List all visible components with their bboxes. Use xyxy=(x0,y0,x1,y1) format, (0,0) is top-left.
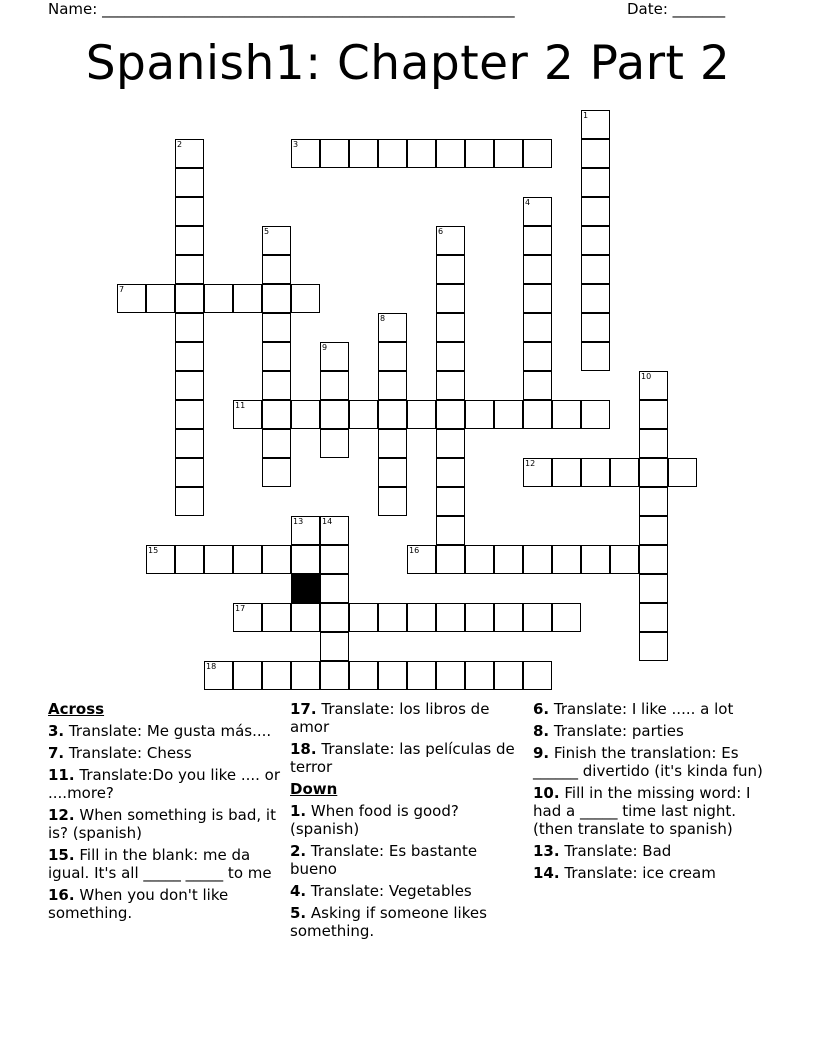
clue-number: 12. xyxy=(48,806,75,824)
grid-cell[interactable] xyxy=(233,661,262,690)
clue-number: 10. xyxy=(533,784,560,802)
cell-number: 9 xyxy=(322,343,328,352)
clue-text: Finish the translation: Es ______ divertido (it's kinda fun) xyxy=(533,744,763,780)
grid-cell[interactable] xyxy=(262,458,291,487)
grid-cell[interactable] xyxy=(494,139,523,168)
grid-cell[interactable] xyxy=(639,429,668,458)
cell-number: 15 xyxy=(148,546,159,555)
clue-down-10 xyxy=(533,784,769,838)
grid-cell[interactable] xyxy=(436,516,465,545)
clue-down-4 xyxy=(290,882,526,900)
clue-down-6 xyxy=(533,700,769,718)
grid-cell[interactable] xyxy=(465,400,494,429)
grid-cell[interactable] xyxy=(349,661,378,690)
grid-cell[interactable] xyxy=(349,400,378,429)
cell-number: 1 xyxy=(583,111,589,120)
grid-cell[interactable] xyxy=(436,661,465,690)
down-heading: Down xyxy=(290,780,338,798)
grid-cell[interactable] xyxy=(581,458,610,487)
grid-cell[interactable] xyxy=(523,458,552,487)
grid-cell[interactable] xyxy=(523,255,552,284)
grid-cell[interactable] xyxy=(436,487,465,516)
clue-text: Translate: ice cream xyxy=(564,864,716,882)
clue-number: 2. xyxy=(290,842,307,860)
grid-cell[interactable] xyxy=(146,545,175,574)
cell-number: 8 xyxy=(380,314,386,323)
clue-column-1 xyxy=(48,700,284,926)
grid-cell[interactable] xyxy=(581,284,610,313)
clue-down-1 xyxy=(290,802,526,838)
clue-text: Asking if someone likes something. xyxy=(290,904,487,940)
grid-cell[interactable] xyxy=(291,545,320,574)
grid-cell[interactable] xyxy=(378,487,407,516)
grid-cell[interactable] xyxy=(320,545,349,574)
name-field-label: Name: _______________________________________________________ xyxy=(48,0,515,18)
clue-number: 18. xyxy=(290,740,317,758)
clue-number: 1. xyxy=(290,802,307,820)
grid-cell[interactable] xyxy=(523,139,552,168)
grid-cell[interactable] xyxy=(668,458,697,487)
grid-cell[interactable] xyxy=(465,661,494,690)
grid-cell[interactable] xyxy=(407,139,436,168)
grid-cell[interactable] xyxy=(378,371,407,400)
grid-cell[interactable] xyxy=(465,139,494,168)
grid-cell[interactable] xyxy=(320,371,349,400)
date-field-label: Date: _______ xyxy=(627,0,726,18)
grid-cell[interactable] xyxy=(262,661,291,690)
grid-cell[interactable] xyxy=(262,226,291,255)
grid-cell[interactable] xyxy=(349,139,378,168)
grid-cell[interactable] xyxy=(233,284,262,313)
cell-number: 18 xyxy=(206,662,217,671)
grid-cell[interactable] xyxy=(639,516,668,545)
clue-column-2 xyxy=(290,700,526,944)
grid-cell[interactable] xyxy=(320,632,349,661)
grid-cell[interactable] xyxy=(436,255,465,284)
grid-cell[interactable] xyxy=(407,603,436,632)
grid-cell[interactable] xyxy=(552,545,581,574)
cell-number: 5 xyxy=(264,227,270,236)
cell-number: 14 xyxy=(322,517,333,526)
grid-cell[interactable] xyxy=(233,603,262,632)
grid-cell[interactable] xyxy=(175,545,204,574)
grid-cell[interactable] xyxy=(378,313,407,342)
clue-number: 4. xyxy=(290,882,307,900)
clue-down-5 xyxy=(290,904,526,940)
clue-text: Translate: Bad xyxy=(564,842,672,860)
clue-text: When something is bad, it is? (spanish) xyxy=(48,806,276,842)
grid-cell[interactable] xyxy=(291,603,320,632)
grid-cell[interactable] xyxy=(639,574,668,603)
grid-cell[interactable] xyxy=(175,284,204,313)
grid-cell[interactable] xyxy=(523,400,552,429)
grid-cell[interactable] xyxy=(523,226,552,255)
clue-across-18 xyxy=(290,740,526,776)
clue-number: 15. xyxy=(48,846,75,864)
clue-text: Translate: Es bastante bueno xyxy=(290,842,478,878)
grid-cell[interactable] xyxy=(523,284,552,313)
clue-across-16 xyxy=(48,886,284,922)
grid-cell[interactable] xyxy=(175,139,204,168)
cell-number: 12 xyxy=(525,459,536,468)
grid-cell[interactable] xyxy=(262,545,291,574)
grid-cell[interactable] xyxy=(233,545,262,574)
grid-cell[interactable] xyxy=(494,545,523,574)
clue-across-12 xyxy=(48,806,284,842)
clue-text: Translate: I like ..... a lot xyxy=(553,700,734,718)
grid-cell[interactable] xyxy=(175,226,204,255)
grid-cell[interactable] xyxy=(581,313,610,342)
grid-cell[interactable] xyxy=(639,632,668,661)
clue-across-7 xyxy=(48,744,284,762)
grid-cell[interactable] xyxy=(436,342,465,371)
grid-cell[interactable] xyxy=(320,342,349,371)
grid-cell[interactable] xyxy=(378,661,407,690)
grid-cell[interactable] xyxy=(320,516,349,545)
cell-number: 16 xyxy=(409,546,420,555)
grid-cell[interactable] xyxy=(581,342,610,371)
clue-text: When food is good? (spanish) xyxy=(290,802,459,838)
grid-cell[interactable] xyxy=(175,400,204,429)
clue-number: 9. xyxy=(533,744,550,762)
grid-cell[interactable] xyxy=(436,545,465,574)
cell-number: 3 xyxy=(293,140,299,149)
grid-cell[interactable] xyxy=(465,545,494,574)
grid-cell[interactable] xyxy=(175,313,204,342)
grid-cell[interactable] xyxy=(494,603,523,632)
grid-cell[interactable] xyxy=(552,400,581,429)
grid-cell[interactable] xyxy=(349,603,378,632)
grid-cell[interactable] xyxy=(523,371,552,400)
grid-cell[interactable] xyxy=(262,342,291,371)
grid-cell[interactable] xyxy=(552,603,581,632)
grid-cell[interactable] xyxy=(262,313,291,342)
page-title: Spanish1: Chapter 2 Part 2 xyxy=(85,36,731,91)
grid-cell[interactable] xyxy=(494,661,523,690)
grid-cell[interactable] xyxy=(291,400,320,429)
clue-text: Translate: Me gusta más.... xyxy=(68,722,272,740)
grid-cell[interactable] xyxy=(581,226,610,255)
clue-number: 6. xyxy=(533,700,550,718)
grid-cell[interactable] xyxy=(436,400,465,429)
clue-number: 11. xyxy=(48,766,75,784)
clue-column-3 xyxy=(533,700,769,886)
clue-text: Translate: las películas de terror xyxy=(290,740,515,776)
grid-cell[interactable] xyxy=(175,168,204,197)
grid-cell[interactable] xyxy=(262,255,291,284)
grid-cell[interactable] xyxy=(581,255,610,284)
clue-text: When you don't like something. xyxy=(48,886,229,922)
grid-cell[interactable] xyxy=(204,545,233,574)
grid-cell[interactable] xyxy=(436,139,465,168)
grid-cell[interactable] xyxy=(581,545,610,574)
cell-number: 2 xyxy=(177,140,183,149)
grid-cell[interactable] xyxy=(581,139,610,168)
clue-number: 5. xyxy=(290,904,307,922)
clue-number: 14. xyxy=(533,864,560,882)
grid-cell[interactable] xyxy=(146,284,175,313)
grid-cell[interactable] xyxy=(581,168,610,197)
clue-number: 16. xyxy=(48,886,75,904)
grid-cell[interactable] xyxy=(523,661,552,690)
clue-across-11 xyxy=(48,766,284,802)
cell-number: 11 xyxy=(235,401,246,410)
clue-text: Translate: Chess xyxy=(68,744,192,762)
grid-cell[interactable] xyxy=(523,545,552,574)
grid-cell[interactable] xyxy=(639,545,668,574)
cell-number: 17 xyxy=(235,604,246,613)
grid-cell[interactable] xyxy=(523,197,552,226)
grid-cell[interactable] xyxy=(581,110,610,139)
grid-cell[interactable] xyxy=(175,197,204,226)
grid-cell[interactable] xyxy=(175,342,204,371)
grid-cell[interactable] xyxy=(320,139,349,168)
grid-cell[interactable] xyxy=(175,371,204,400)
grid-cell[interactable] xyxy=(378,603,407,632)
cell-number: 4 xyxy=(525,198,531,207)
grid-cell[interactable] xyxy=(639,487,668,516)
grid-cell[interactable] xyxy=(262,603,291,632)
clue-down-9 xyxy=(533,744,769,780)
grid-cell[interactable] xyxy=(407,545,436,574)
clue-down-2 xyxy=(290,842,526,878)
grid-cell[interactable] xyxy=(262,371,291,400)
grid-cell[interactable] xyxy=(610,545,639,574)
clue-text: Translate:Do you like .... or ....more? xyxy=(48,766,281,802)
grid-cell[interactable] xyxy=(436,458,465,487)
clue-across-15 xyxy=(48,846,284,882)
grid-cell[interactable] xyxy=(436,226,465,255)
grid-cell[interactable] xyxy=(639,458,668,487)
grid-cell[interactable] xyxy=(610,458,639,487)
grid-cell[interactable] xyxy=(378,458,407,487)
clue-across-17 xyxy=(290,700,526,736)
cell-number: 13 xyxy=(293,517,304,526)
grid-cell[interactable] xyxy=(262,429,291,458)
grid-cell[interactable] xyxy=(262,400,291,429)
grid-cell[interactable] xyxy=(639,603,668,632)
grid-cell[interactable] xyxy=(291,284,320,313)
grid-cell[interactable] xyxy=(436,313,465,342)
clue-across-3 xyxy=(48,722,284,740)
grid-cell[interactable] xyxy=(233,400,262,429)
grid-cell[interactable] xyxy=(639,371,668,400)
grid-cell[interactable] xyxy=(639,400,668,429)
grid-cell[interactable] xyxy=(378,429,407,458)
grid-cell[interactable] xyxy=(320,661,349,690)
clue-text: Fill in the blank: me da igual. It's all _____ _____ to me xyxy=(48,846,272,882)
clue-number: 13. xyxy=(533,842,560,860)
clue-down-13 xyxy=(533,842,769,860)
grid-cell[interactable] xyxy=(320,603,349,632)
clue-text: Translate: parties xyxy=(553,722,684,740)
grid-cell[interactable] xyxy=(523,342,552,371)
grid-cell[interactable] xyxy=(378,139,407,168)
grid-cell[interactable] xyxy=(436,603,465,632)
across-heading: Across xyxy=(48,700,105,718)
grid-cell[interactable] xyxy=(523,603,552,632)
grid-cell[interactable] xyxy=(581,197,610,226)
clue-down-14 xyxy=(533,864,769,882)
grid-cell[interactable] xyxy=(378,400,407,429)
grid-cell[interactable] xyxy=(436,284,465,313)
cell-number: 7 xyxy=(119,285,125,294)
grid-cell[interactable] xyxy=(291,139,320,168)
grid-cell[interactable] xyxy=(581,400,610,429)
grid-cell[interactable] xyxy=(320,400,349,429)
grid-cell[interactable] xyxy=(291,516,320,545)
clue-text: Fill in the missing word: I had a _____ time last night. (then translate to spanish) xyxy=(533,784,751,838)
grid-cell[interactable] xyxy=(175,429,204,458)
grid-cell[interactable] xyxy=(175,458,204,487)
grid-cell[interactable] xyxy=(175,487,204,516)
grid-cell[interactable] xyxy=(320,574,349,603)
grid-cell[interactable] xyxy=(320,429,349,458)
clue-text: Translate: Vegetables xyxy=(310,882,472,900)
grid-cell[interactable] xyxy=(378,342,407,371)
clue-text: Translate: los libros de amor xyxy=(290,700,490,736)
clue-number: 7. xyxy=(48,744,65,762)
grid-cell[interactable] xyxy=(204,661,233,690)
black-square xyxy=(291,574,320,603)
grid-cell[interactable] xyxy=(407,400,436,429)
cell-number: 6 xyxy=(438,227,444,236)
cell-number: 10 xyxy=(641,372,652,381)
grid-cell[interactable] xyxy=(523,313,552,342)
clue-down-8 xyxy=(533,722,769,740)
grid-cell[interactable] xyxy=(291,661,320,690)
clue-number: 3. xyxy=(48,722,65,740)
grid-cell[interactable] xyxy=(494,400,523,429)
clue-number: 17. xyxy=(290,700,317,718)
grid-cell[interactable] xyxy=(204,284,233,313)
clue-number: 8. xyxy=(533,722,550,740)
grid-cell[interactable] xyxy=(117,284,146,313)
grid-cell[interactable] xyxy=(552,458,581,487)
grid-cell[interactable] xyxy=(407,661,436,690)
grid-cell[interactable] xyxy=(436,429,465,458)
grid-cell[interactable] xyxy=(262,284,291,313)
grid-cell[interactable] xyxy=(175,255,204,284)
grid-cell[interactable] xyxy=(465,603,494,632)
grid-cell[interactable] xyxy=(436,371,465,400)
